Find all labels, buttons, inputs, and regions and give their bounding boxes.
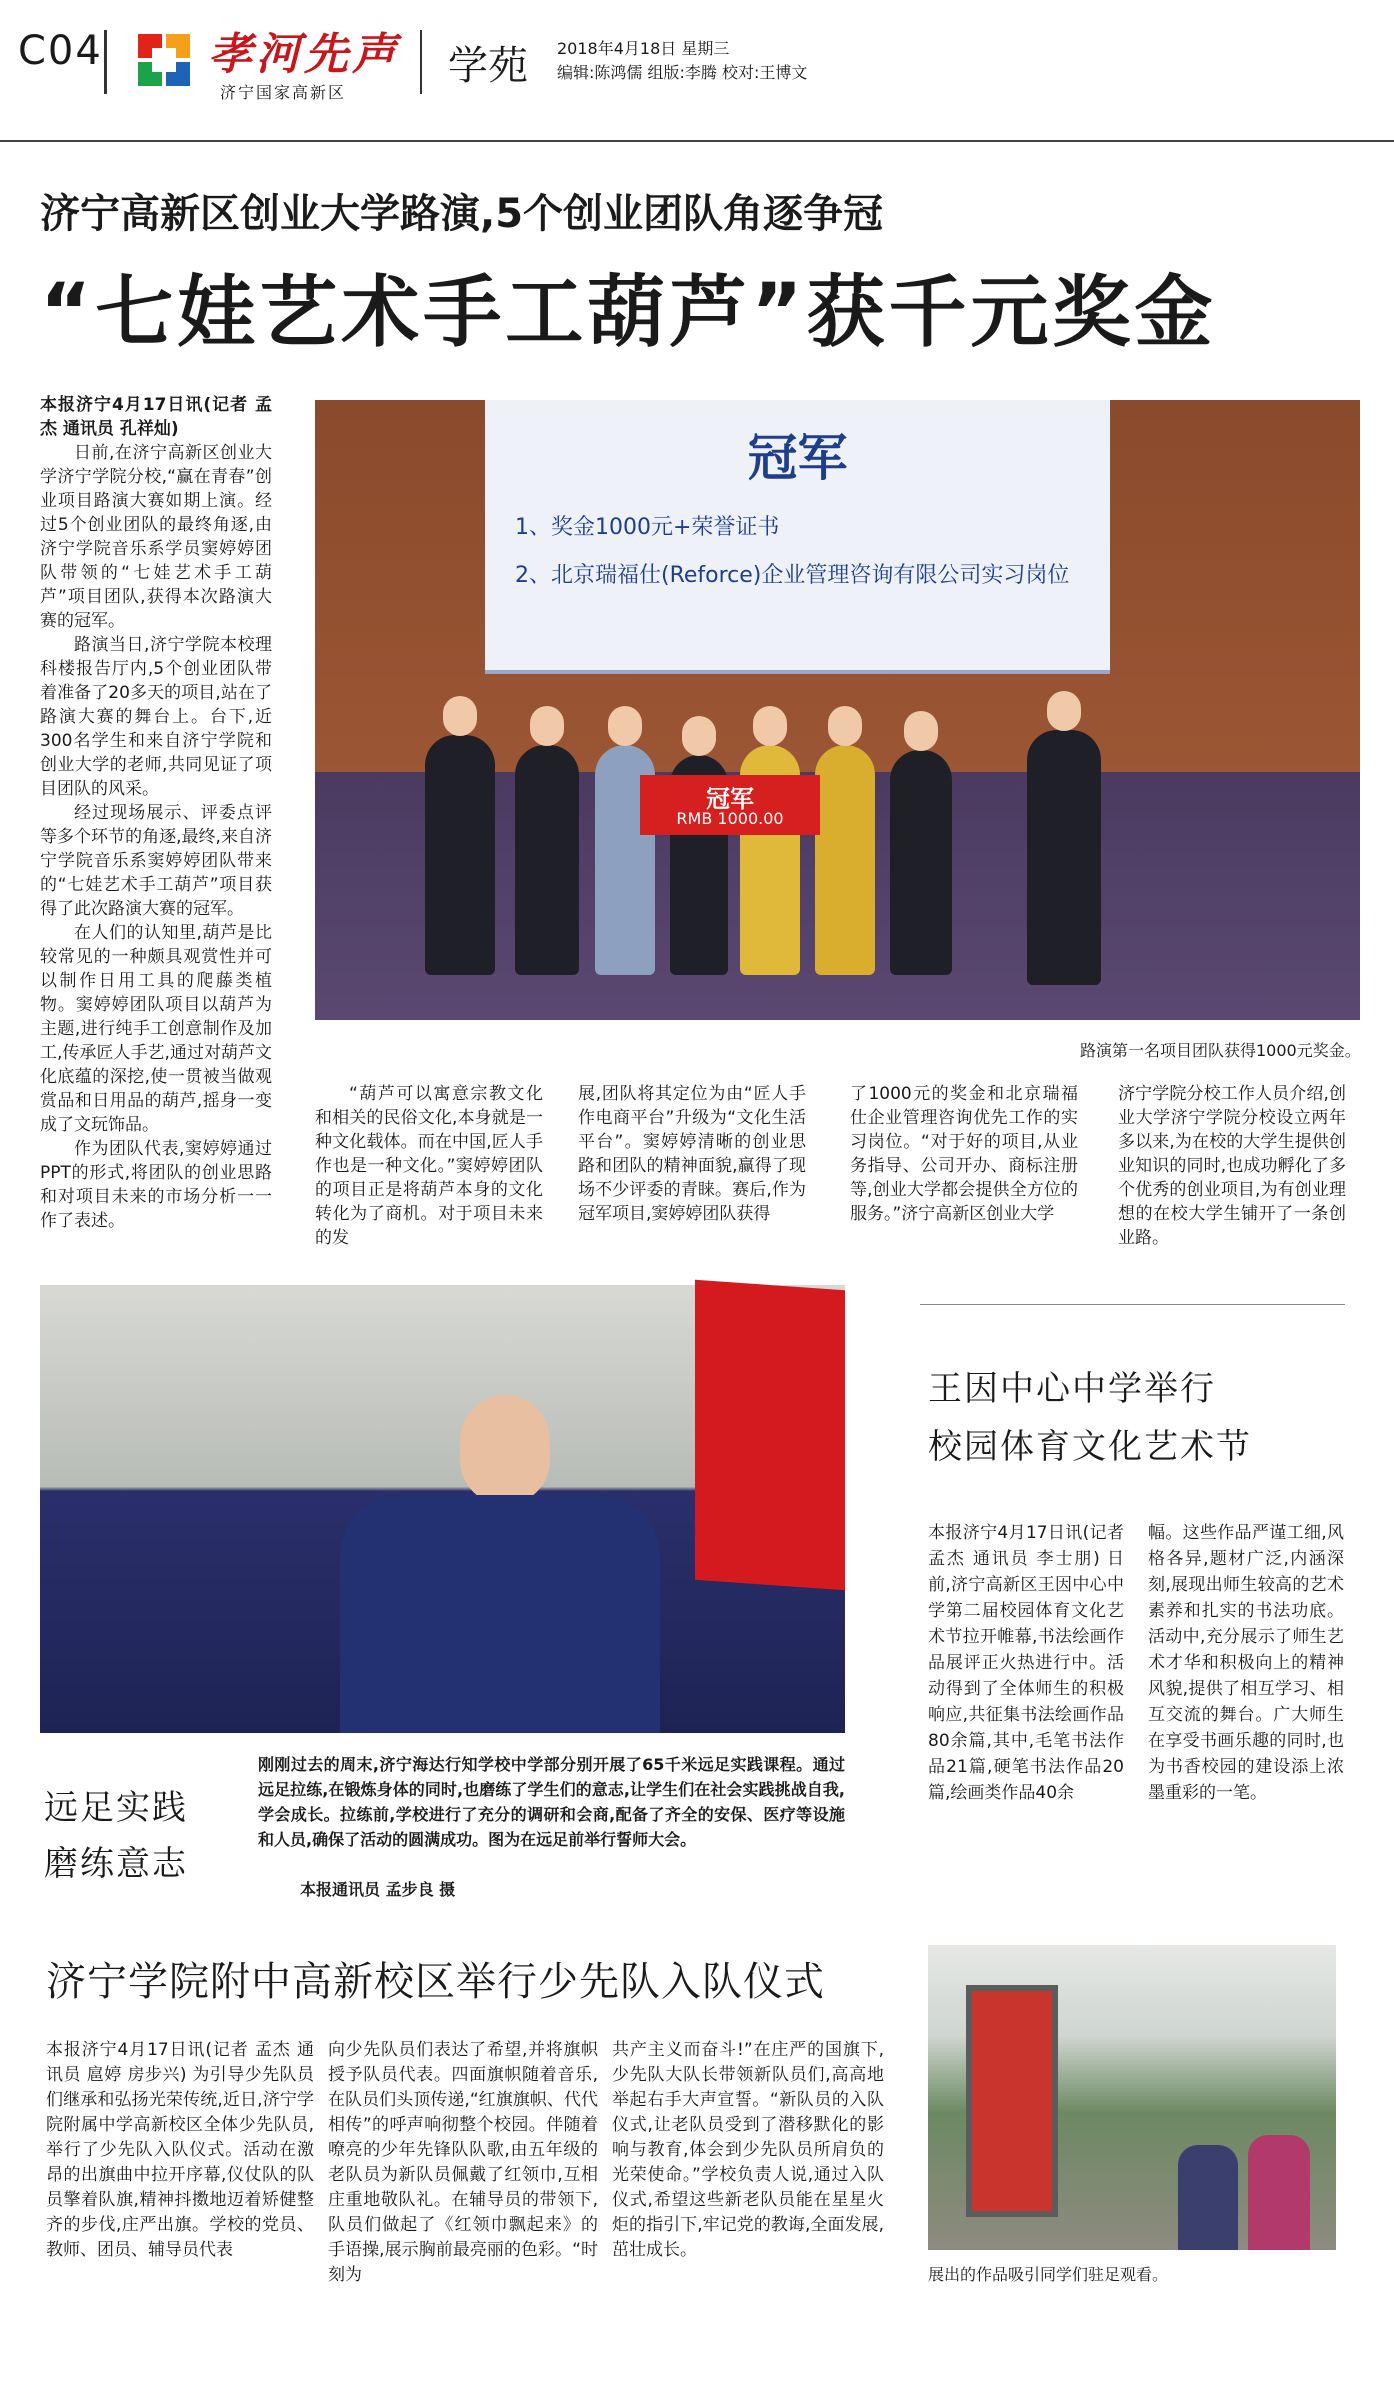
person-head xyxy=(608,706,642,746)
arts-title xyxy=(928,1360,1252,1476)
issue-date: 2018年4月18日 星期三 xyxy=(557,39,730,58)
lead-column-2: “葫芦可以寓意宗教文化和相关的民俗文化,本身就是一种文化载体。而在中国,匠人手作也是一种文化。”窦婷婷团队的项目正是将葫芦本身的文化转化为了商机。对于项目未来的发 xyxy=(315,1084,543,1248)
hike-body: 刚刚过去的周末,济宁海达行知学校中学部分别开展了65千米远足实践课程。通过远足拉练,在锻炼身体的同时,也磨练了学生们的意志,让学生们在社会实践挑战自我,学会成长。拉练前,学校进行了充分的调研和会商,配备了齐全的安保、医疗等设施和人员,确保了活动的圆满成功。图为在远足前举行誓师大会。 xyxy=(258,1755,845,1849)
arts-column-1: 本报济宁4月17日讯(记者 孟杰 通讯员 李士朋) 日前,济宁高新区王因中心中学第二届校园体育文化艺术节拉开帷幕,书法绘画作品展评正火热进行中。活动得到了全体师生的积极响应,共征集书法绘画作品80余篇,其中,毛笔书法作品21篇,硬笔书法作品20篇,绘画类作品40余 xyxy=(928,1523,1124,1803)
prize-banner-amount: RMB 1000.00 xyxy=(676,809,784,828)
section-rule xyxy=(920,1304,1345,1305)
student-face xyxy=(460,1395,550,1505)
prize-banner-title: 冠军 xyxy=(706,785,754,813)
award-photo xyxy=(315,400,1360,1020)
presentation-screen xyxy=(485,400,1110,674)
arts-title-line-2: 校园体育文化艺术节 xyxy=(928,1427,1252,1467)
red-flag xyxy=(695,1280,845,1590)
arts-column-2: 幅。这些作品严谨工细,风格各异,题材广泛,内涵深刻,展现出师生较高的艺术素养和扎实的书法功底。活动中,充分展示了师生艺术才华和积极向上的精神风貌,提供了相互学习、相互交流的舞台。广大师生在享受书画乐趣的同时,也为书香校园的建设添上浓墨重彩的一笔。 xyxy=(1148,1523,1344,1803)
lead-column-1: 本报济宁4月17日讯(记者 孟杰 通讯员 孔祥灿) 日前,在济宁高新区创业大学济宁学院分校,“赢在青春”创业项目路演大赛如期上演。经过5个创业团队的最终角逐,由济宁学院音乐系学员窦婷婷团队带领的“七娃艺术手工葫芦”项目团队,获得本次路演大赛的冠军。 路演当日,济宁学院本校理科楼报告厅内,5个创业团队带着准备了20多天的项目,站在了路演大赛的舞台上。台下,近300名学生和来自济宁学院和创业大学的老师,共同见证了项目团队的风采。 经过现场展示、评委点评等多个环节的角逐,最终,来自济宁学院音乐系窦婷婷团队带来的“七娃艺术手工葫芦”项目获得了此次路演大赛的冠军。 在人们的认知里,葫芦是比较常见的一种颇具观赏性并可以制作日用工具的爬藤类植物。窦婷婷团队项目以葫芦为主题,进行纯手工创意制作及加工,传承匠人手艺,通过对葫芦文化底蕴的深挖,使一贯被当做观赏品和日用品的葫芦,摇身一变成了文玩饰品。 作为团队代表,窦婷婷通过PPT的形式,将团队的创业思路和对项目未来的市场分析一一作了表述。 xyxy=(40,395,272,1231)
screen-line-2: 2、北京瑞福仕(Reforce)企业管理咨询有限公司实习岗位 xyxy=(515,563,1070,588)
pioneers-column-2: 向少先队员们表达了希望,并将旗帜授予队员代表。四面旗帜随着音乐,在队员们头顶传递,“红旗旗帜、代代相传”的呼声响彻整个校园。伴随着嘹亮的少年先锋队队歌,由五年级的老队员为新队员佩戴了红领巾,互相庄重地敬队礼。在辅导员的带领下,队员们做起了《红领巾飘起来》的手语操,展示胸前最亮丽的色彩。“时刻为 xyxy=(328,2040,598,2285)
pioneers-title: 济宁学院附中高新校区举行少先队入队仪式 xyxy=(46,1959,825,2005)
page-number: C04 xyxy=(18,28,103,74)
person-head xyxy=(530,706,564,746)
paper-name: 孝河先声 xyxy=(208,29,400,80)
exhibit-board xyxy=(966,1985,1058,2217)
person-figure xyxy=(425,735,495,975)
section-name: 学苑 xyxy=(448,43,528,89)
lead-byline: 本报济宁4月17日讯(记者 孟杰 通讯员 孔祥灿) xyxy=(40,395,272,439)
divider xyxy=(420,30,422,94)
person-head xyxy=(1047,691,1081,731)
screen-title: 冠军 xyxy=(747,429,848,487)
award-photo-caption: 路演第一名项目团队获得1000元奖金。 xyxy=(1080,1041,1361,1060)
lead-column-3: 展,团队将其定位为由“匠人手作电商平台”升级为“文化生活平台”。窦婷婷清晰的创业思路和团队的精神面貌,赢得了现场不少评委的青睐。赛后,作为冠军项目,窦婷婷团队获得 xyxy=(578,1084,806,1224)
arts-photo-caption: 展出的作品吸引同学们驻足观看。 xyxy=(928,2265,1169,2284)
hike-title-line-1: 远足实践 xyxy=(44,1788,188,1828)
screen-line-1: 1、奖金1000元+荣誉证书 xyxy=(515,515,780,540)
lead-column-5: 济宁学院分校工作人员介绍,创业大学济宁学院分校设立两年多以来,为在校的大学生提供创业知识的同时,也成功孵化了多个优秀的创业项目,为有创业理想的在校大学生铺开了一条创业路。 xyxy=(1118,1084,1346,1248)
pioneers-column-1: 本报济宁4月17日讯(记者 孟杰 通讯员 扈婷 房步兴) 为引导少先队员们继承和弘扬光荣传统,近日,济宁学院附属中学高新校区全体少先队员,举行了少先队入队仪式。活动在激昂的出旗曲中拉开序幕,仪仗队的队员擎着队旗,精神抖擞地迈着矫健整齐的步伐,庄严出旗。学校的党员、教师、团员、辅导员代表 xyxy=(46,2040,314,2260)
person-head xyxy=(904,711,938,751)
student-figure xyxy=(1178,2145,1238,2250)
person-figure xyxy=(815,745,875,975)
lead-subheadline: 济宁高新区创业大学路演,5个创业团队角逐争冠 xyxy=(40,191,884,237)
hike-rally-photo xyxy=(40,1285,845,1733)
hike-credit: 本报通讯员 孟步良 摄 xyxy=(300,1880,456,1899)
header-rule xyxy=(0,140,1394,142)
person-head xyxy=(443,696,477,736)
student-figure xyxy=(1248,2135,1310,2250)
paper-subtitle: 济宁国家高新区 xyxy=(220,83,347,102)
person-head xyxy=(828,706,862,746)
person-figure xyxy=(1027,730,1101,985)
person-figure xyxy=(890,750,952,975)
person-head xyxy=(682,716,716,756)
arts-title-line-1: 王因中心中学举行 xyxy=(928,1369,1216,1409)
hike-title xyxy=(44,1780,188,1892)
student-uniform xyxy=(340,1495,660,1733)
lead-headline: “七娃艺术手工葫芦”获千元奖金 xyxy=(40,268,1217,358)
prize-banner xyxy=(640,775,820,835)
arts-exhibit-photo xyxy=(928,1945,1336,2250)
divider xyxy=(104,30,107,94)
person-figure xyxy=(515,745,579,975)
paper-logo-icon xyxy=(138,34,190,86)
person-head xyxy=(753,706,787,746)
lead-column-4: 了1000元的奖金和北京瑞福仕企业管理咨询优先工作的实习岗位。“对于好的项目,从业务指导、公司开办、商标注册等,创业大学都会提供全方位的服务。”济宁高新区创业大学 xyxy=(850,1084,1078,1224)
hike-title-line-2: 磨练意志 xyxy=(44,1844,188,1884)
pioneers-column-3: 共产主义而奋斗!”在庄严的国旗下,少先队大队长带领新队员们,高高地举起右手大声宣誓。“新队员的入队仪式,让老队员受到了潜移默化的影响与教育,体会到少先队员所肩负的光荣使命。”学校负责人说,通过入队仪式,希望这些新老队员能在星星火炬的指引下,牢记党的教诲,全面发展,茁壮成长。 xyxy=(612,2040,884,2260)
staff-credits: 编辑:陈鸿儒 组版:李腾 校对:王博文 xyxy=(557,63,808,82)
